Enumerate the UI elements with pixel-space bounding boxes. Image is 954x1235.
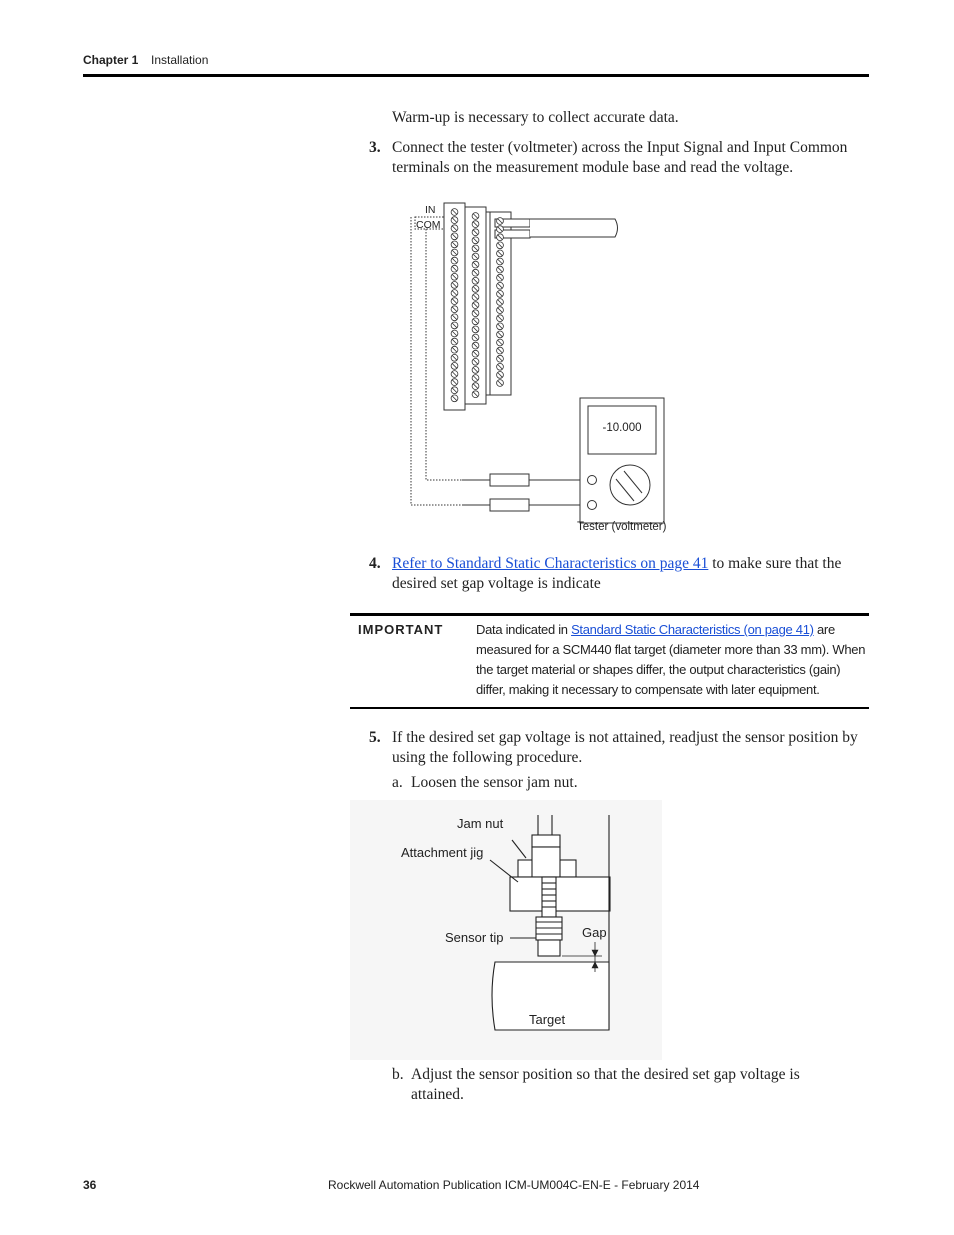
com-label: COM [416, 219, 441, 231]
step-3-number: 3. [369, 139, 381, 156]
voltmeter-terminal-in [588, 476, 597, 485]
voltmeter-reading: -10.000 [602, 422, 642, 434]
important-text [476, 620, 869, 700]
tester-caption: Tester (voltmeter) [577, 521, 667, 533]
sensor-tip-face [538, 940, 560, 956]
publication-info: Rockwell Automation Publication ICM-UM004C-EN-E - February 2014 [328, 1178, 700, 1192]
sensor-tip-label: Sensor tip [445, 930, 504, 945]
attachment-jig [510, 877, 610, 911]
voltmeter-dial [610, 465, 650, 505]
standard-static-characteristics-link[interactable]: Refer to Standard Static Characteristics on page 41 [392, 555, 709, 572]
substep-a-number: a. [392, 774, 403, 791]
tester-connection-figure [400, 195, 690, 540]
substep-a-text: Loosen the sensor jam nut. [411, 774, 578, 791]
gap-label: Gap [582, 925, 607, 940]
important-text-after: are measured for a SCM440 flat target (diameter more than 33 mm). When the target material or shapes differ, the output characteristics (gain) differ, making it necessary to compensate with later equipment. [476, 622, 866, 697]
jam-nut-label: Jam nut [457, 816, 504, 831]
sensor-adjustment-figure [350, 800, 662, 1060]
intro-text: Warm-up is necessary to collect accurate data. [392, 109, 679, 126]
sensor-body-upper [532, 847, 560, 877]
probe-com [490, 499, 529, 511]
important-link[interactable]: Standard Static Characteristics (on page 41) [571, 622, 814, 637]
sensor-cable [530, 219, 618, 237]
important-bottom-rule [350, 707, 869, 709]
step-4-rest: to make sure that the desired set gap voltage is indicate [392, 555, 842, 592]
target-label: Target [529, 1012, 566, 1027]
substep-b-number: b. [392, 1066, 404, 1083]
section-label: Installation [151, 53, 209, 67]
probe-in [490, 474, 529, 486]
cable-boot [532, 835, 560, 847]
important-text-before: Data indicated in [476, 622, 572, 637]
header-rule [83, 74, 869, 77]
substep-b-text: Adjust the sensor position so that the desired set gap voltage is attained. [411, 1066, 800, 1103]
in-label: IN [425, 204, 436, 216]
page-number: 36 [83, 1178, 97, 1192]
chapter-label: Chapter 1 [83, 53, 139, 67]
attachment-jig-label: Attachment jig [401, 845, 484, 860]
step-4-number: 4. [369, 555, 381, 572]
important-top-rule [350, 613, 869, 616]
step-5-number: 5. [369, 729, 381, 746]
step-5-text: If the desired set gap voltage is not attained, readjust the sensor position by using the following procedure. [392, 729, 858, 766]
step-4-text [392, 554, 870, 594]
voltmeter-terminal-com [588, 501, 597, 510]
important-label: IMPORTANT [358, 622, 444, 637]
step-3-text: Connect the tester (voltmeter) across the Input Signal and Input Common terminals on the measurement module base and read the voltage. [392, 139, 848, 176]
